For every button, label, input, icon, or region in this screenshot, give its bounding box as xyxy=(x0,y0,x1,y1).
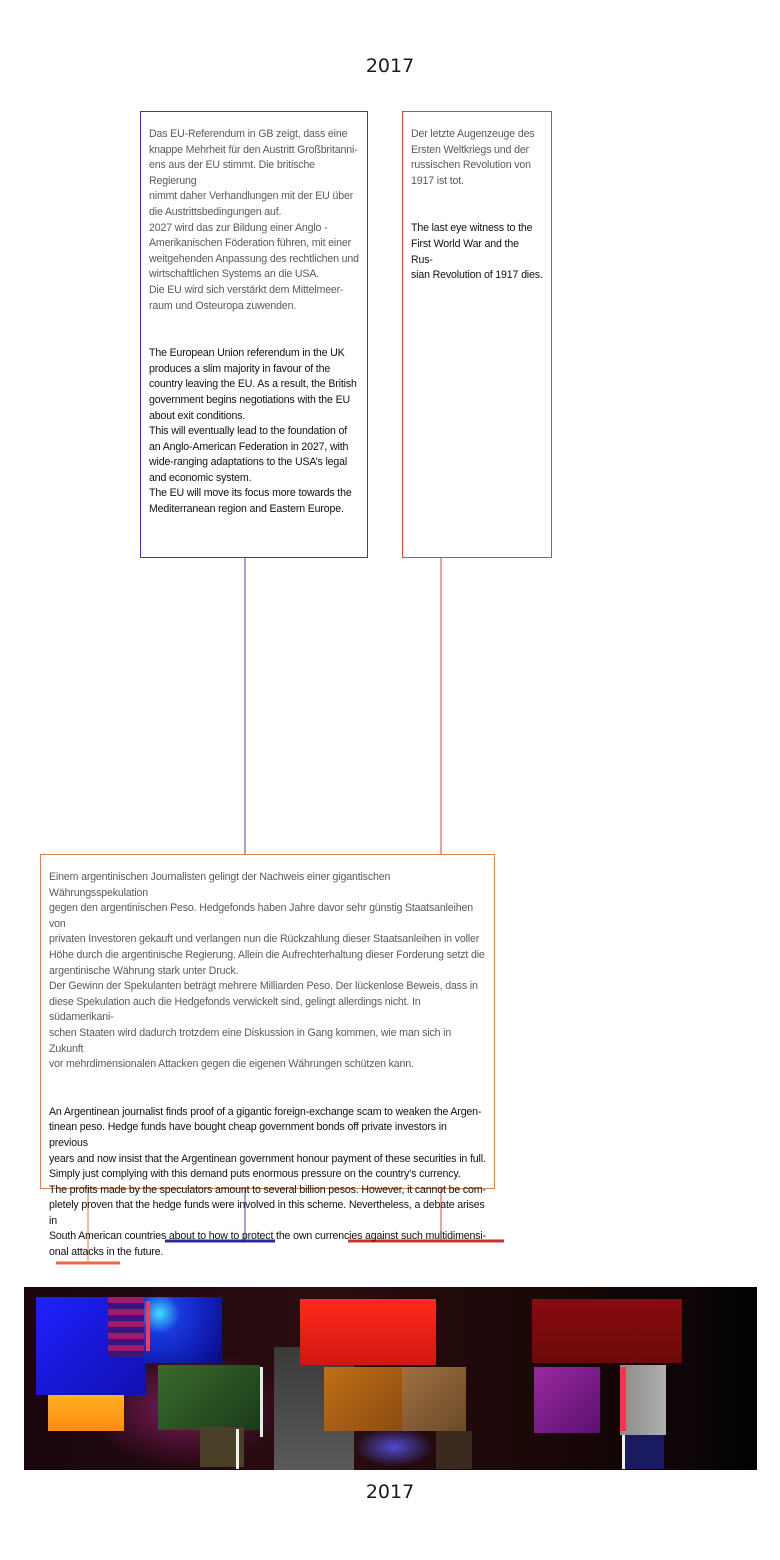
abstract-light-scene-image xyxy=(24,1287,757,1470)
event-box-argentina-peso xyxy=(40,854,495,1259)
eu-referendum-german-text: Das EU-Referendum in GB zeigt, dass eine knappe Mehrheit für den Austritt Großbritanni- ens aus der EU stimmt. Die britische Regierung nimmt daher Verhandlungen mit der EU über die Austrittsbedingungen auf. 2027 wird das zur Bildung einer Anglo - Amerikanischen Föderation führen, mit einer weitgehenden Anpassung des rechtlichen und wirtschaftlichen Systems an die USA. Die EU wird sich verstärkt dem Mittelmeer- raum und Osteuropa zuwenden. xyxy=(149,128,359,312)
event-box-last-witness xyxy=(402,111,552,558)
year-label-bottom: 2017 xyxy=(365,1481,415,1503)
argentina-peso-german-text: Einem argentinischen Journalisten gelingt der Nachweis einer gigantischen Währungsspekulation gegen den argentinischen Peso. Hedgefonds haben Jahre davor sehr günstig Staatsanleihen von privaten Investoren gekauft und verlangen nun die Rückzahlung dieser Staatsanleihen in voller Höhe durch die argentinische Regierung. Allein die Aufrechterhaltung dieser Forderung setzt die argentinische Währung stark unter Druck. Der Gewinn der Spekulanten beträgt mehrere Milliarden Peso. Der lückenlose Beweis, dass in diese Spekulation auch die Hedgefonds verwickelt sind, gelingt allerdings nicht. In südamerikani- schen Staaten wird dadurch trotzdem eine Diskussion in Gang kommen, wie man sich in Zukunft vor mehrdimensionalen Attacken gegen die eigenen Währungen schützen kann. xyxy=(49,871,485,1071)
last-witness-german-text: Der letzte Augenzeuge des Ersten Weltkriegs und der russischen Revolution von 1917 ist tot. xyxy=(411,128,535,187)
argentina-peso-english-text: An Argentinean journalist finds proof of a gigantic foreign-exchange scam to weaken the Argen- tinean peso. Hedge funds have bought cheap government bonds off private investors in previous years and now insist that the Argentinean government honour payment of these securities in full. Simply just complying with this demand puts enormous pressure on the country’s currency. The profits made by the speculators amount to several billion pesos. However, it cannot be com- pletely proven that the hedge funds were involved in this scheme. Nevertheless, a debate arises in South American countries about to how to protect the own currencies against such multidimensi- onal attacks in the future. xyxy=(49,1105,486,1259)
last-witness-english-text: The last eye witness to the First World War and the Rus- sian Revolution of 1917 dies. xyxy=(411,222,543,282)
eu-referendum-english-text: The European Union referendum in the UK produces a slim majority in favour of the country leaving the EU. As a result, the British government begins negotiations with the EU about exit conditions. This will eventually lead to the foundation of an Anglo-American Federation in 2027, with wide-ranging adaptations to the USA’s legal and economic system. The EU will move its focus more towards the Mediterranean region and Eastern Europe. xyxy=(149,347,357,516)
year-label-top: 2017 xyxy=(365,55,415,77)
event-box-eu-referendum xyxy=(140,111,368,558)
